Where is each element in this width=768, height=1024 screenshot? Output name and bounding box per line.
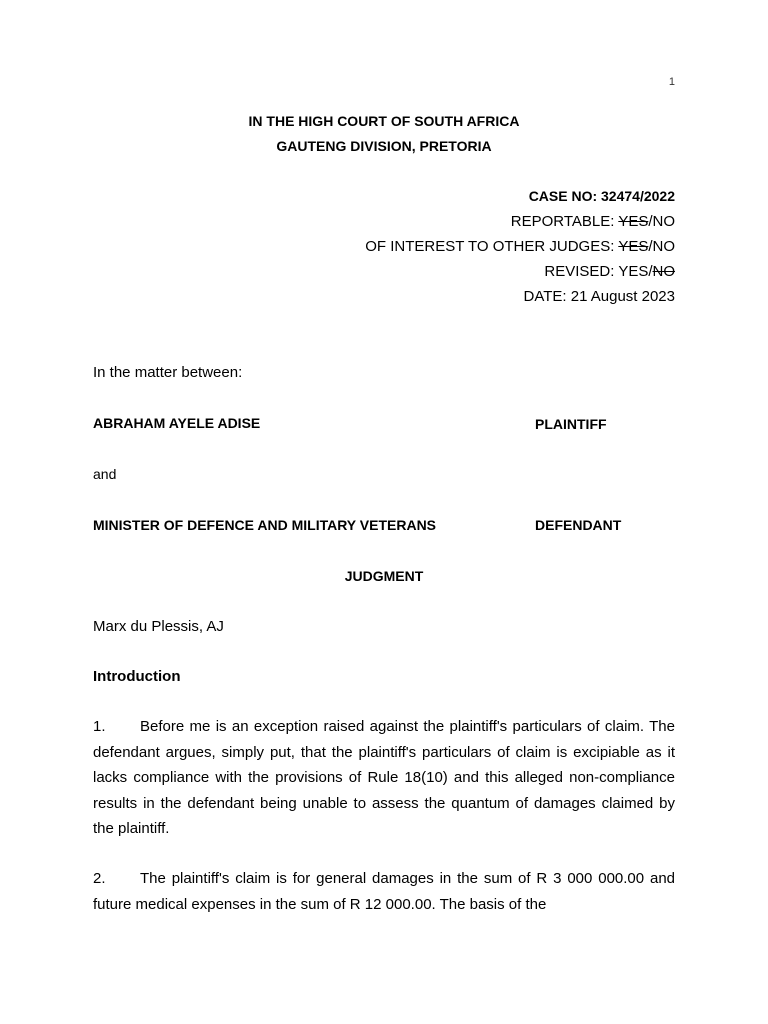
- interest-label: OF INTEREST TO OTHER JUDGES:: [365, 238, 619, 255]
- reportable-label: REPORTABLE:: [510, 213, 619, 230]
- case-number: CASE NO: 32474/2022: [528, 188, 675, 204]
- defendant-name: MINISTER OF DEFENCE AND MILITARY VETERANS: [93, 517, 437, 533]
- plaintiff-name: ABRAHAM AYELE ADISE: [93, 415, 261, 431]
- reportable-yes: YES: [618, 213, 649, 230]
- court-division: GAUTENG DIVISION, PRETORIA: [276, 138, 492, 154]
- and-conjunction: and: [93, 466, 117, 482]
- matter-between: In the matter between:: [93, 364, 243, 381]
- interest-yes: YES: [618, 238, 649, 255]
- paragraph-text: The plaintiff's claim is for general damages in the sum of R 3 000 000.00 and future medical expenses in the sum of R 12 000.00. The basis of the: [93, 870, 675, 913]
- revised-sep: /: [648, 263, 653, 280]
- paragraph-text: Before me is an exception raised against the plaintiff's particulars of claim. The defendant argues, simply put, that the plaintiff's particulars of claim is excipiable as it lacks compliance with the provisions of Rule 18(10) and this alleged non-compliance results in the defendant being unable to assess the quantum of damages claimed by the plaintiff.: [93, 718, 675, 837]
- interest-no: NO: [652, 238, 675, 255]
- judge-name: Marx du Plessis, AJ: [93, 618, 224, 635]
- interest-sep: /: [648, 238, 653, 255]
- paragraph-number: 2.: [93, 870, 106, 887]
- reportable-line: [250, 213, 675, 230]
- paragraph-1: [93, 714, 675, 842]
- defendant-role: DEFENDANT: [535, 517, 622, 533]
- interest-line: [250, 238, 675, 255]
- revised-label: REVISED:: [544, 263, 619, 280]
- reportable-no: NO: [652, 213, 675, 230]
- reportable-sep: /: [648, 213, 653, 230]
- court-name: IN THE HIGH COURT OF SOUTH AFRICA: [248, 113, 520, 129]
- revised-line: [250, 263, 675, 280]
- paragraph-2: [93, 866, 675, 917]
- plaintiff-role: PLAINTIFF: [535, 416, 607, 432]
- judgment-date: DATE: 21 August 2023: [523, 288, 675, 305]
- page-number: 1: [668, 76, 675, 88]
- judgment-heading: JUDGMENT: [344, 568, 424, 584]
- revised-no: NO: [652, 263, 675, 280]
- paragraph-number: 1.: [93, 718, 106, 735]
- revised-yes: YES: [618, 263, 649, 280]
- introduction-heading: Introduction: [93, 668, 181, 685]
